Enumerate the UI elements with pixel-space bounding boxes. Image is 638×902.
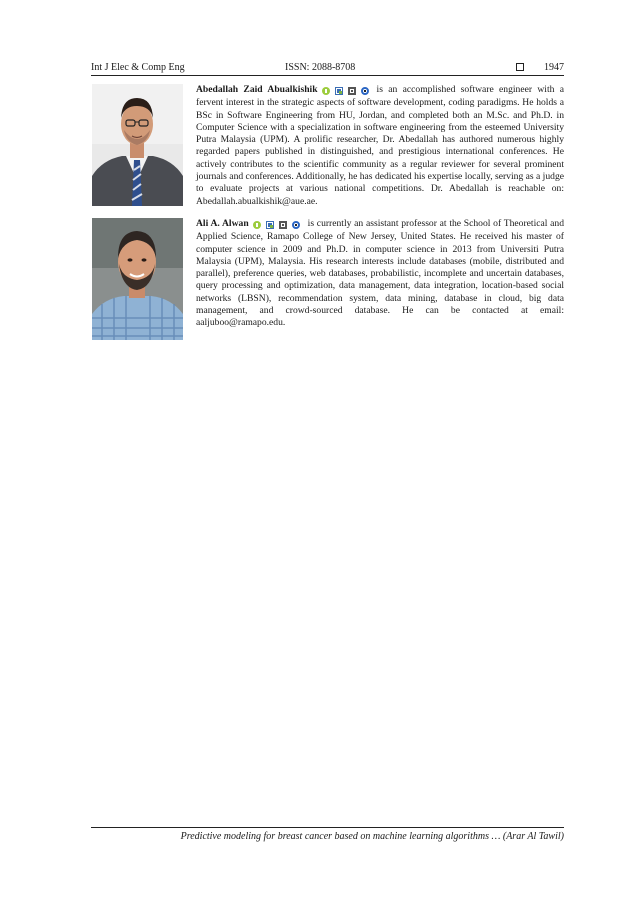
page-footer — [91, 827, 564, 842]
bio-text — [196, 218, 564, 330]
checkbox-square-icon — [516, 63, 524, 71]
profile-icons — [322, 85, 374, 97]
scopus-icon[interactable] — [348, 87, 356, 95]
bio-body: is an accomplished software engineer with a fervent interest in the strategic aspects of software development, coding paradigms. He holds a BSc in Software Engineering from HU, Jordan, and completed both an M.Sc. and Ph.D. in Computer Science with a specialization in software engineering from the esteemed University Putra Malaysia (UPM). A prolific researcher, Dr. Abedallah has authored numerous highly regarded papers published in distinguished, and prestigious international conferences. He actively contributes to the scientific community as a regular reviewer for several prominent journals and conferences. Additionally, he has dedicated his expertise locally, serving as a judge to evaluate projects at various national competitions. Dr. Abedallah is reachable on: Abedallah.abualkishik@aue.ae. — [196, 84, 564, 207]
journal-name: Int J Elec & Comp Eng — [91, 62, 185, 73]
orcid-icon[interactable] — [322, 87, 330, 95]
author-photo — [92, 218, 183, 340]
author-name: Abedallah Zaid Abualkishik — [196, 84, 318, 95]
bio-body: is currently an assistant professor at the School of Theoretical and Applied Science, Ramapo College of New Jersey, United States. He received his master of computer science in 2009 and Ph.D. in computer science in 2013 from Universiti Putra Malaysia (UPM), Malaysia. His research interests include databases (mobile, distributed and parallel), preference queries, web databases, probabilistic, incomplete and uncertain databases, query processing and optimization, data management, data integration, location-based social networks (LBSN), recommendation system, data mining, database in cloud, big data management, and crowd-sourced database. He can be contacted at email: aaljuboo@ramapo.edu. — [196, 218, 565, 329]
publons-icon[interactable] — [361, 87, 369, 95]
google-scholar-icon[interactable] — [335, 87, 343, 95]
profile-icons — [253, 219, 305, 231]
orcid-icon[interactable] — [253, 221, 261, 229]
page-header — [91, 61, 564, 76]
issn: ISSN: 2088-8708 — [285, 62, 356, 73]
author-name: Ali A. Alwan — [196, 218, 249, 229]
author-bio — [92, 84, 564, 208]
author-portrait-image — [92, 84, 183, 206]
author-photo — [92, 84, 183, 206]
author-bio — [92, 218, 564, 340]
scopus-icon[interactable] — [279, 221, 287, 229]
google-scholar-icon[interactable] — [266, 221, 274, 229]
author-portrait-image — [92, 218, 183, 340]
bio-text — [196, 84, 564, 208]
publons-icon[interactable] — [292, 221, 300, 229]
running-title: Predictive modeling for breast cancer based on machine learning algorithms … (Arar Al Tawil) — [180, 831, 564, 842]
page-number: 1947 — [544, 62, 564, 73]
